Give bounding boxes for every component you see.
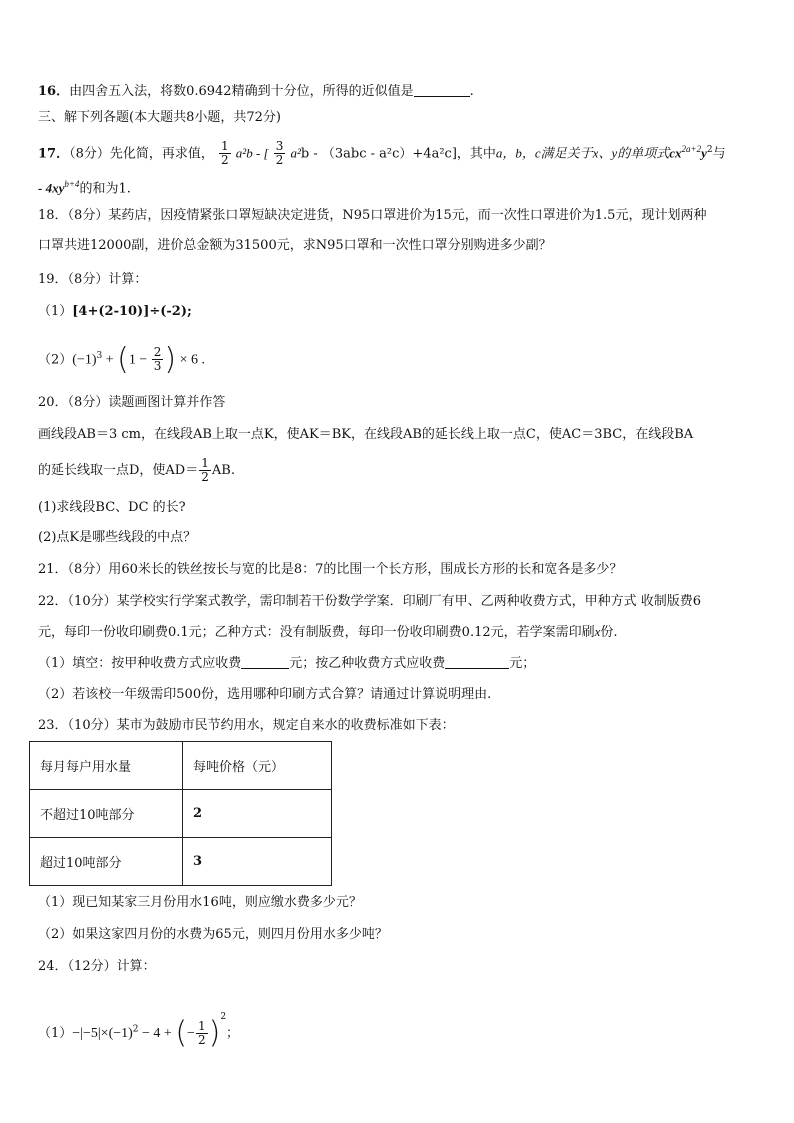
question-22-sub1: [38, 654, 758, 674]
table-header-cell: 每月每户用水量: [30, 742, 183, 790]
question-20-sub2: (2)点K是哪些线段的中点？: [38, 530, 197, 545]
condition-text: a，b，c满足关于x、y的单项式: [495, 145, 670, 161]
question-19-part1: [38, 302, 758, 322]
question-22-line2: [38, 622, 758, 643]
table-cell: 不超过10吨部分: [30, 790, 183, 838]
fraction-two-thirds: [152, 346, 164, 373]
part-label: （1）: [38, 1026, 73, 1041]
expression: +: [102, 352, 118, 368]
question-22-text: 元；: [509, 656, 536, 671]
section-title: 三、解下列各题(本大题共8小题，共72分): [38, 110, 281, 125]
question-23-sub2: （2）如果这家四月份的水费为65元，则四月份用水多少吨？: [38, 927, 388, 942]
question-20-text: AB.: [211, 463, 235, 478]
question-20-line1: 画线段AB＝3 cm，在线段AB上取一点K，使AK＝BK，在线段AB的延长线上取一点C，使AC＝3BC，在线段BA: [38, 427, 694, 442]
question-18-line1: 18．（8分）某药店，因疫情紧张口罩短缺决定进货，N95口罩进价为15元，而一次性口罩进价为1.5元，现计划两种: [38, 208, 707, 223]
question-16-number: 16．: [38, 84, 70, 99]
fraction-numerator: 1: [221, 139, 229, 154]
fraction-one-half: [196, 1020, 208, 1047]
expression: − 4 +: [138, 1026, 176, 1041]
exponent: 2: [220, 1012, 227, 1022]
fraction-numerator: 2: [153, 345, 162, 360]
question-22-text: 元，每印一份收印刷费0.1元；乙种方式：没有制版费，每印一份收印刷费0.12元，若学案需印刷: [38, 625, 595, 640]
part-label: （2）: [38, 352, 73, 368]
fraction-three-halves: [274, 140, 286, 167]
fraction-denominator: 3: [153, 359, 162, 374]
answer-blank: [241, 654, 289, 669]
question-22-text: 份.: [600, 625, 618, 640]
question-17-intro: （8分）先化简，再求值，: [69, 146, 214, 162]
table-row: [30, 790, 332, 838]
answer-blank: [445, 654, 509, 669]
variable-x: x: [594, 624, 601, 639]
answer-blank: [414, 82, 470, 97]
fraction-denominator: 2: [197, 1033, 206, 1047]
table-header-row: [30, 742, 332, 790]
question-16-text: 由四舍五入法，将数0.6942精确到十分位，所得的近似值是: [69, 84, 414, 99]
question-17: 17．（8分）先化简，再求值， $\frac{1}{2}$ a²b - [ $\frac{3}{2}$ a²b - （3abc - a²c）+4a²c]，其中a，b，c满足关于x、y的单项式$cx^{2a+2}y^2$与: [38, 139, 726, 168]
expr-part: b - （3abc - a²c）+4a²c]，其中: [300, 146, 496, 162]
question-24-title: 24．（12分）计算：: [38, 959, 156, 974]
expr-part: a²: [235, 145, 247, 161]
exponent: 2a+2: [681, 144, 702, 154]
question-18-line2: 口罩共进12000副，进价总金额为31500元，求N95口罩和一次性口罩分别购进多少副？: [38, 238, 552, 253]
question-22-sub2: （2）若该校一年级需印500份，选用哪种印刷方式合算？请通过计算说明理由.: [38, 687, 492, 702]
exponent: b+4: [64, 179, 80, 189]
part-label: （1）: [38, 304, 73, 319]
question-17-end: 的和为1.: [79, 181, 131, 197]
water-fee-table: [29, 741, 332, 886]
expression: [4+(2-10)]÷(-2);: [72, 304, 192, 319]
table-cell: 超过10吨部分: [30, 838, 183, 886]
question-17-line2: [38, 174, 758, 199]
monomial: - 4xy: [38, 180, 65, 196]
expression: × 6 .: [176, 352, 206, 368]
question-17-tail: 与: [712, 146, 726, 162]
fraction-numerator: 3: [275, 139, 284, 154]
question-16-tail: .: [469, 84, 474, 99]
expr-part: a²: [290, 145, 301, 161]
question-16: [38, 82, 758, 102]
question-22-line1: 22．（10分）某学校实行学案式教学，需印制若干份数学学案．印刷厂有甲、乙两种收费方式，甲种方式 收制版费6: [38, 594, 701, 609]
question-20-line2: [38, 454, 758, 488]
exponent: 2: [132, 1024, 139, 1035]
fraction-one-half: [219, 140, 231, 167]
question-20-title: 20．（8分）读题画图计算并作答: [38, 395, 226, 410]
table-header-cell: 每吨价格（元）: [183, 742, 332, 790]
table-row: [30, 838, 332, 886]
expression: (−1): [72, 352, 97, 368]
question-23: 23．（10分）某市为鼓励市民节约用水，规定自来水的收费标准如下表：: [38, 718, 455, 733]
question-24-part1: [38, 994, 758, 1057]
left-paren: (: [175, 1015, 188, 1051]
expression-end: ；: [226, 1026, 240, 1041]
question-17-number: 17．: [38, 146, 70, 162]
monomial-y: y: [701, 145, 707, 161]
fraction-denominator: 2: [221, 153, 229, 168]
right-paren: ): [208, 1015, 221, 1051]
question-22-text: （1）填空：按甲种收费方式应收费: [38, 656, 242, 671]
fraction-denominator: 2: [275, 153, 284, 168]
table-cell: 3: [183, 838, 332, 886]
expr-part: b - [: [246, 145, 269, 161]
question-22-text: 元；按乙种收费方式应收费: [289, 656, 446, 671]
question-20-text: 的延长线取一点D，使AD＝: [38, 463, 199, 478]
expression: −: [187, 1026, 195, 1041]
question-19-part2: $(2)(-1)^3 + (1$ − $\frac{2}{3}$ ) × 6 .: [38, 341, 206, 377]
question-23-sub1: （1）现已知某家三月份用水16吨，则应缴水费多少元？: [38, 895, 362, 910]
fraction-numerator: 1: [201, 456, 209, 470]
right-paren: ): [164, 341, 177, 377]
question-20-sub1: (1)求线段BC、DC 的长?: [38, 500, 186, 515]
fraction-numerator: 1: [197, 1019, 206, 1033]
question-19-title: 19．（8分）计算：: [38, 272, 148, 287]
expression: −|−5|×(−1): [72, 1026, 133, 1041]
expression: 1 −: [128, 352, 151, 368]
left-paren: (: [117, 341, 129, 377]
monomial: cx: [669, 145, 682, 161]
fraction-one-half: [199, 457, 211, 484]
table-cell: 2: [183, 790, 332, 838]
fraction-denominator: 2: [201, 470, 209, 484]
question-21: 21．（8分）用60米长的铁丝按长与宽的比是8：7的比围一个长方形，围成长方形的长和宽各是多少？: [38, 562, 623, 577]
